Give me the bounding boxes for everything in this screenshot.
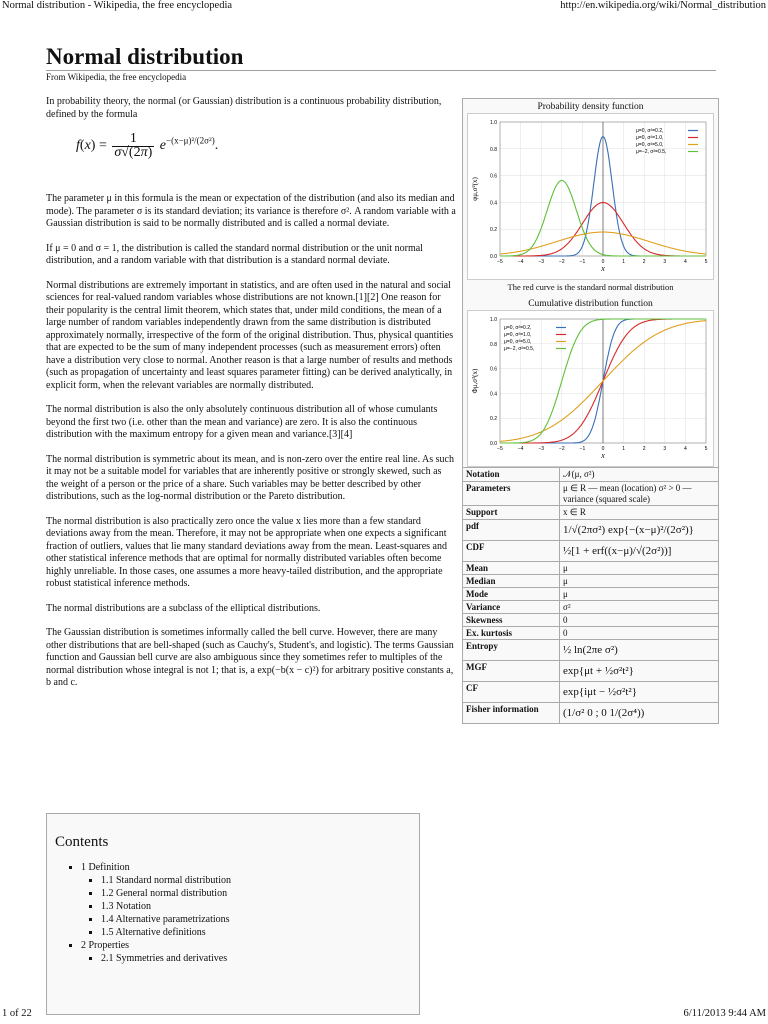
property-name: Support bbox=[463, 506, 560, 520]
contents-subitem[interactable]: ▪ 1.4 Alternative parametrizations bbox=[101, 913, 419, 926]
legend-label: μ=0, σ²=0.2, bbox=[636, 128, 664, 134]
property-name: Variance bbox=[463, 601, 560, 614]
property-row bbox=[463, 468, 718, 482]
x-tick-label: −1 bbox=[579, 259, 586, 265]
x-axis-label: x bbox=[601, 264, 605, 273]
paragraph: The normal distribution is also practically zero once the value x lies more than a few standard deviations away from the mean. Therefore, it may not be appropriate when one expects a significant fraction of outliers, values that lie many standard deviations away from the mean. Least-squares and other statistical inference methods that are optimal for normally distributed variables often become highly unreliable. In those cases, one assumes a more heavy-tailed distribution, and the appropriate robust statistical inference methods. bbox=[46, 515, 447, 589]
y-tick-label: 0.8 bbox=[490, 146, 497, 153]
article-body bbox=[46, 96, 456, 702]
legend-label: μ=−2, σ²=0.5, bbox=[504, 346, 535, 352]
property-value: (1/σ² 0 ; 0 1/(2σ⁴)) bbox=[560, 703, 719, 724]
pdf-plot[interactable] bbox=[467, 113, 714, 280]
infobox bbox=[462, 98, 719, 724]
property-value: exp{iμt − ½σ²t²} bbox=[560, 682, 719, 703]
property-value: 1/√(2πσ²) exp{−(x−μ)²/(2σ²)} bbox=[560, 520, 719, 541]
x-axis-label: x bbox=[601, 451, 605, 460]
legend-label: μ=−2, σ²=0.5, bbox=[636, 149, 667, 155]
contents-item[interactable] bbox=[81, 861, 419, 939]
property-value: exp{μt + ½σ²t²} bbox=[560, 661, 719, 682]
x-tick-label: 3 bbox=[663, 259, 667, 265]
property-row bbox=[463, 682, 718, 703]
x-tick-label: 5 bbox=[704, 446, 708, 452]
legend-label: μ=0, σ²=5.0, bbox=[636, 142, 664, 148]
contents-list bbox=[47, 861, 419, 965]
x-tick-label: −3 bbox=[538, 259, 545, 265]
y-tick-label: 1.0 bbox=[490, 317, 497, 323]
x-tick-label: −4 bbox=[517, 446, 524, 452]
browser-url[interactable]: http://en.wikipedia.org/wiki/Normal_distribution bbox=[560, 0, 766, 11]
contents-item[interactable] bbox=[81, 939, 419, 965]
contents-heading: Contents bbox=[55, 834, 109, 850]
contents-subitem[interactable]: ▪ 2.1 Symmetries and derivatives bbox=[101, 952, 419, 965]
property-value: μ bbox=[560, 562, 719, 575]
paragraph: The normal distribution is also the only absolutely continuous distribution all of whose cumulants beyond the first two (i.e. other than the mean and variance) are zero. It is also the continuous distribution with the maximum entropy for a given mean and variance.[3][4] bbox=[46, 404, 438, 440]
x-tick-label: 0 bbox=[601, 259, 605, 265]
print-date: 6/11/2013 9:44 AM bbox=[683, 1008, 766, 1019]
property-row bbox=[463, 640, 718, 661]
page-subtitle: From Wikipedia, the free encyclopedia bbox=[46, 72, 187, 82]
property-row bbox=[463, 575, 718, 588]
x-tick-label: −2 bbox=[558, 446, 565, 452]
y-axis-label: Φμ,σ²(x) bbox=[471, 368, 479, 394]
property-name: MGF bbox=[463, 661, 560, 682]
y-tick-label: 0.4 bbox=[490, 391, 497, 398]
property-name: Notation bbox=[463, 468, 560, 482]
property-row bbox=[463, 482, 718, 506]
pdf-caption: Probability density function bbox=[537, 102, 644, 112]
y-tick-label: 0.6 bbox=[490, 366, 497, 373]
pdf-note: The red curve is the standard normal distribution bbox=[507, 282, 674, 292]
property-row bbox=[463, 520, 718, 541]
x-tick-label: −5 bbox=[497, 259, 503, 265]
y-tick-label: 0.6 bbox=[490, 173, 497, 180]
property-name: Mode bbox=[463, 588, 560, 601]
y-tick-label: 0.2 bbox=[490, 227, 497, 234]
legend-label: μ=0, σ²=1.0, bbox=[504, 332, 532, 338]
pdf-formula: f(x) = $\frac{1}{\sigma√(2\pi)}$ $e^{-(x-\mu)^2/(2\sigma^2)}$. bbox=[76, 131, 219, 160]
property-row bbox=[463, 661, 718, 682]
property-name: CDF bbox=[463, 541, 560, 562]
contents-subitem[interactable]: ▪ 1.2 General normal distribution bbox=[101, 887, 419, 900]
x-tick-label: 5 bbox=[704, 259, 708, 265]
property-name: Entropy bbox=[463, 640, 560, 661]
property-value: μ bbox=[560, 588, 719, 601]
x-tick-label: −3 bbox=[538, 446, 545, 452]
property-name: Skewness bbox=[463, 614, 560, 627]
property-name: Median bbox=[463, 575, 560, 588]
property-value: ½[1 + erf((x−μ)/√(2σ²))] bbox=[560, 541, 719, 562]
contents-subitem[interactable]: ▪ 1.3 Notation bbox=[101, 900, 419, 913]
x-tick-label: 2 bbox=[642, 259, 646, 265]
x-tick-label: −5 bbox=[497, 446, 503, 452]
contents-subitem[interactable]: ▪ 1.1 Standard normal distribution bbox=[101, 874, 419, 887]
property-row bbox=[463, 541, 718, 562]
table-of-contents bbox=[46, 813, 420, 1015]
legend-label: μ=0, σ²=5.0, bbox=[504, 339, 532, 345]
paragraph: In probability theory, the normal (or Gaussian) distribution is a continuous probability distribution, defined by the formula bbox=[46, 96, 442, 120]
x-tick-label: 1 bbox=[622, 446, 625, 452]
property-value: σ² bbox=[560, 601, 719, 614]
property-value: 𝒩(μ, σ²) bbox=[560, 468, 719, 482]
contents-item-label[interactable]: 2 Properties bbox=[81, 940, 130, 951]
property-row bbox=[463, 588, 718, 601]
y-tick-label: 0.0 bbox=[490, 441, 497, 447]
properties-table bbox=[463, 467, 718, 723]
property-value: 0 bbox=[560, 614, 719, 627]
property-name: Mean bbox=[463, 562, 560, 575]
paragraph: Normal distributions are extremely important in statistics, and are often used in the natural and social sciences for real-valued random variables whose distributions are not known.[1][2] One reason for their popularity is the central limit theorem, which states that, under mild conditions, the mean of a large number of random variables independently drawn from the same distribution is distributed approximately normally, irrespective of the form of the original distribution. Thus, physical quantities that are expected to be the sum of many independent processes (such as measurement errors) often have a distribution very close to normal. Another reason is that a large number of results and methods (such as propagation of uncertainty and least squares parameter fitting) can be derived analytically, in explicit form, when the relevant variables are normally distributed. bbox=[46, 279, 454, 391]
property-name: CF bbox=[463, 682, 560, 703]
contents-item-label[interactable]: 1 Definition bbox=[81, 862, 130, 873]
browser-title: Normal distribution - Wikipedia, the free encyclopedia bbox=[2, 0, 233, 11]
cdf-caption: Cumulative distribution function bbox=[528, 299, 653, 309]
property-value: μ bbox=[560, 575, 719, 588]
x-tick-label: 3 bbox=[663, 446, 667, 452]
paragraph: If μ = 0 and σ = 1, the distribution is called the standard normal distribution or the unit normal distribution, and a random variable with that distribution is a standard normal deviate. bbox=[46, 242, 423, 266]
property-name: Ex. kurtosis bbox=[463, 627, 560, 640]
property-row bbox=[463, 562, 718, 575]
cdf-plot[interactable] bbox=[467, 310, 714, 467]
browser-header bbox=[0, 0, 768, 14]
property-row bbox=[463, 627, 718, 640]
property-name: pdf bbox=[463, 520, 560, 541]
property-row bbox=[463, 614, 718, 627]
page-count: 1 of 22 bbox=[2, 1008, 32, 1019]
x-tick-label: 2 bbox=[642, 446, 646, 452]
x-tick-label: −4 bbox=[517, 259, 524, 265]
property-name: Fisher information bbox=[463, 703, 560, 724]
x-tick-label: 4 bbox=[684, 259, 687, 265]
property-row bbox=[463, 703, 718, 724]
x-tick-label: 4 bbox=[684, 446, 687, 452]
title-divider bbox=[46, 70, 716, 71]
x-tick-label: 0 bbox=[601, 446, 605, 452]
x-tick-label: −2 bbox=[558, 259, 565, 265]
y-tick-label: 0.8 bbox=[490, 341, 497, 348]
cdf-chart bbox=[468, 311, 713, 461]
property-value: μ ∈ R — mean (location) σ² > 0 — variance (squared scale) bbox=[560, 482, 719, 506]
property-value: ½ ln(2πe σ²) bbox=[560, 640, 719, 661]
property-name: Parameters bbox=[463, 482, 560, 506]
x-tick-label: 1 bbox=[622, 259, 625, 265]
property-row bbox=[463, 601, 718, 614]
y-tick-label: 0.0 bbox=[490, 254, 497, 260]
property-row bbox=[463, 506, 718, 520]
print-footer bbox=[0, 1008, 768, 1022]
property-value: 0 bbox=[560, 627, 719, 640]
paragraph: The normal distributions are a subclass of the elliptical distributions. bbox=[46, 602, 321, 614]
legend-label: μ=0, σ²=1.0, bbox=[636, 135, 664, 141]
y-tick-label: 1.0 bbox=[490, 120, 497, 126]
page-title: Normal distribution bbox=[46, 44, 244, 69]
y-tick-label: 0.2 bbox=[490, 416, 497, 423]
paragraph: The normal distribution is symmetric about its mean, and is non-zero over the entire real line. As such it may not be a suitable model for variables that are inherently positive or strongly skewed, such as the weight of a person or the price of a share. Such variables may be better described by other distributions, such as the log-normal distribution or the Pareto distribution. bbox=[46, 453, 454, 502]
y-tick-label: 0.4 bbox=[490, 200, 497, 207]
property-value: x ∈ R bbox=[560, 506, 719, 520]
paragraph: The parameter μ in this formula is the mean or expectation of the distribution (and also its median and mode). The parameter σ is its standard deviation; its variance is therefore σ². A random variable with a Gaussian distribution is said to be normally distributed and is called a normal deviate. bbox=[46, 193, 456, 229]
paragraph: The Gaussian distribution is sometimes informally called the bell curve. However, there are many other distributions that are bell-shaped (such as Cauchy's, Student's, and logistic). The terms Gaussian function and Gaussian bell curve are also ambiguous since they sometimes refer to multiples of the normal distribution whose integral is not 1; that is, a exp(−b(x − c)²) for arbitrary positive constants a, b and c. bbox=[46, 627, 454, 688]
pdf-chart bbox=[468, 114, 713, 274]
legend-label: μ=0, σ²=0.2, bbox=[504, 325, 532, 331]
x-tick-label: −1 bbox=[579, 446, 586, 452]
contents-subitem[interactable]: ▪ 1.5 Alternative definitions bbox=[101, 926, 419, 939]
y-axis-label: φμ,σ²(x) bbox=[471, 177, 479, 201]
